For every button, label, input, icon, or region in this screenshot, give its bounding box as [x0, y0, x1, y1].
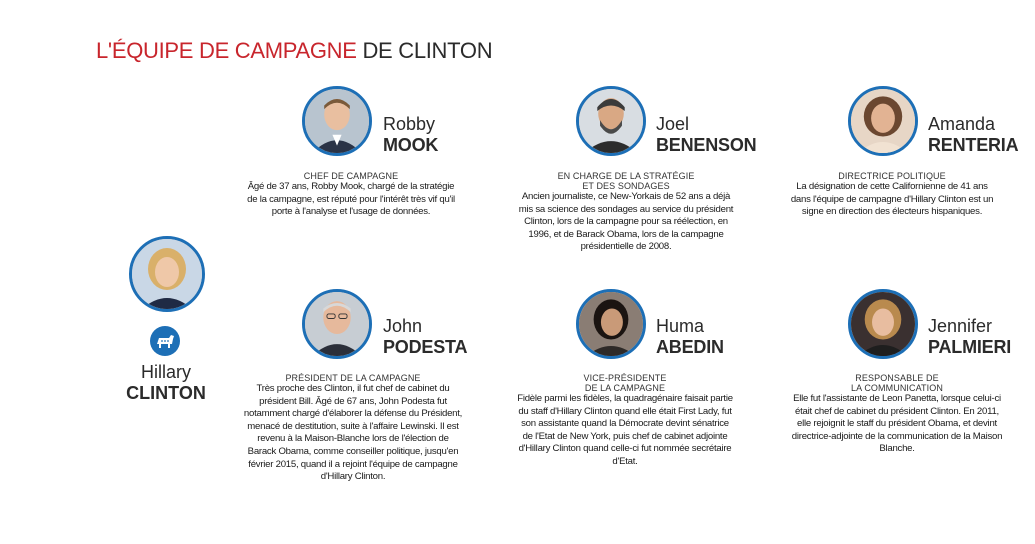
first-name: Robby — [383, 114, 436, 134]
first-name: Jennifer — [928, 316, 993, 336]
last-name: PALMIERI — [928, 337, 1012, 357]
member-info-mook — [242, 171, 460, 219]
last-name: PODESTA — [383, 337, 468, 357]
member-info-renteria — [786, 171, 998, 219]
member-photo-benenson — [576, 86, 646, 156]
member-name-mook — [383, 114, 438, 156]
first-name: John — [383, 316, 423, 336]
last-name: RENTERIA — [928, 135, 1019, 155]
portrait-icon — [851, 89, 915, 153]
first-name: Huma — [656, 316, 705, 336]
title-rest: DE CLINTON — [356, 38, 493, 63]
role-label: RESPONSABLE DE LA COMMUNICATION — [851, 373, 943, 393]
portrait-icon — [305, 89, 369, 153]
role-label: DIRECTRICE POLITIQUE — [838, 171, 946, 181]
bio-text: Âgé de 37 ans, Robby Mook, chargé de la stratégie de la campagne, est réputé pour l'intérêt très vif qu'il porte à l'analyse et l'usage de données. — [247, 181, 455, 218]
bio-text: Ancien journaliste, ce New-Yorkais de 52 ans a déjà mis sa science des sondages au service du président Clinton, lors de la campagne pour sa réélection, en 1996, et de Barack Obama, lors de la campagne présidentielle de 2008. — [518, 191, 734, 253]
role-label: CHEF DE CAMPAGNE — [303, 171, 399, 181]
member-info-abedin — [516, 373, 734, 469]
democratic-donkey-icon — [150, 326, 180, 356]
member-info-podesta — [242, 373, 464, 484]
last-name: BENENSON — [656, 135, 757, 155]
title-highlight: L'ÉQUIPE DE CAMPAGNE — [96, 38, 357, 63]
member-photo-mook — [302, 86, 372, 156]
portrait-icon — [305, 292, 369, 356]
member-info-benenson — [514, 171, 738, 254]
member-name-abedin — [656, 316, 724, 358]
bio-text: Très proche des Clinton, il fut chef de cabinet du président Bill. Âgé de 67 ans, John Podesta fut notamment chargé d'élaborer la défense du Président, menacé de destitution, suite à l'affaire Lewinski. Il est revenu à la Maison-Blanche lors de l'élection de Barack Obama, comme conseiller politique, jusqu'en février 2015, quand il a rejoint l'équipe de campagne d'Hillary Clinton. — [243, 383, 463, 483]
portrait-icon — [579, 89, 643, 153]
portrait-icon — [132, 239, 202, 309]
member-name-palmieri — [928, 316, 1011, 358]
role-label: PRÉSIDENT DE LA CAMPAGNE — [285, 373, 421, 383]
member-name-podesta — [383, 316, 467, 358]
bio-text: La désignation de cette Californienne de 41 ans dans l'équipe de campagne d'Hillary Clinton est un signe en direction des électeurs hispaniques. — [790, 181, 994, 218]
bio-text: Fidèle parmi les fidèles, la quadragénaire faisait partie du staff d'Hillary Clinton quand elle était First Lady, fut son assistante quand la Démocrate devint sénatrice de l'Etat de New York, puis chef de cabinet adjointe d'Hillary Clinton quand celle-ci fut nommée secrétaire d'Etat. — [517, 393, 733, 467]
candidate-first-name: Hillary — [140, 362, 191, 382]
member-photo-podesta — [302, 289, 372, 359]
role-label: VICE-PRÉSIDENTE DE LA CAMPAGNE — [583, 373, 667, 393]
first-name: Joel — [656, 114, 690, 134]
candidate-name — [120, 362, 212, 404]
role-label: EN CHARGE DE LA STRATÉGIE ET DES SONDAGES — [557, 171, 695, 191]
candidate-photo — [129, 236, 205, 312]
member-name-benenson — [656, 114, 756, 156]
page-title — [96, 38, 492, 64]
portrait-icon — [579, 292, 643, 356]
member-photo-palmieri — [848, 289, 918, 359]
member-photo-abedin — [576, 289, 646, 359]
bio-text: Elle fut l'assistante de Leon Panetta, lorsque celui-ci était chef de cabinet du président Clinton. En 2011, elle rejoignit le staff du président Obama, et devint directrice-adjointe de la communication de la Maison Blanche. — [791, 393, 1003, 455]
member-photo-renteria — [848, 86, 918, 156]
member-info-palmieri — [788, 373, 1006, 456]
first-name: Amanda — [928, 114, 996, 134]
candidate-last-name: CLINTON — [126, 383, 206, 403]
last-name: ABEDIN — [656, 337, 724, 357]
portrait-icon — [851, 292, 915, 356]
last-name: MOOK — [383, 135, 439, 155]
member-name-renteria — [928, 114, 1018, 156]
